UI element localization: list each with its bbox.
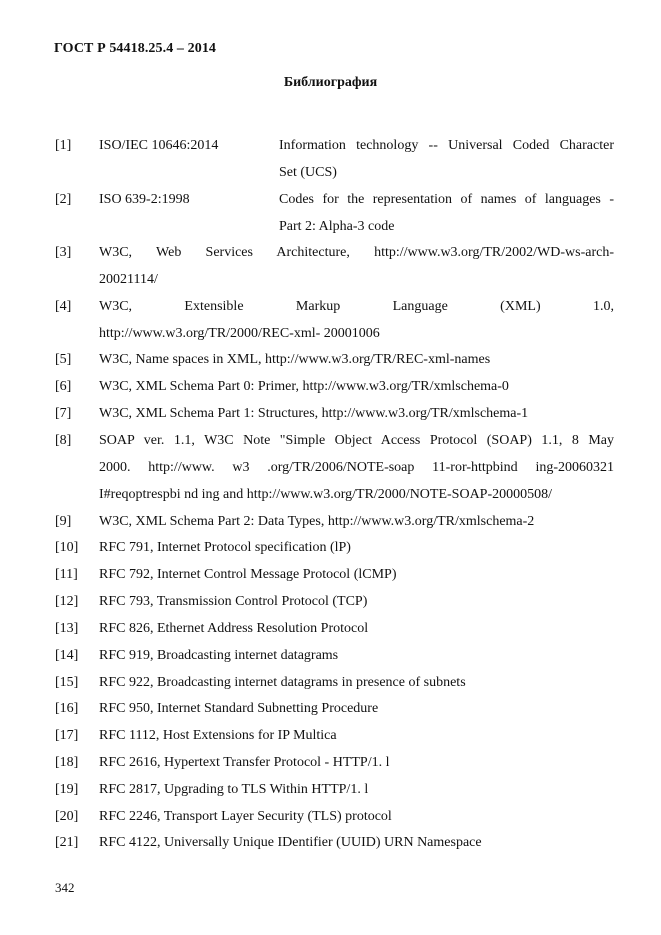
entry-text: RFC 792, Internet Control Message Protocol (lCMP) bbox=[99, 567, 397, 582]
entry-text: RFC 826, Ethernet Address Resolution Protocol bbox=[99, 621, 369, 636]
page-title: Библиография bbox=[283, 75, 378, 90]
entry-number: [16] bbox=[55, 701, 79, 716]
entry-number: [7] bbox=[55, 406, 72, 421]
entry-text bbox=[99, 293, 614, 347]
entry-line: Codes for the representation of names of languages - bbox=[279, 192, 614, 207]
entry-code: ISO 639-2:1998 bbox=[99, 192, 190, 207]
entry-number: [19] bbox=[55, 782, 79, 797]
entry-number: [4] bbox=[55, 299, 72, 314]
entry-text: RFC 950, Internet Standard Subnetting Procedure bbox=[99, 701, 379, 716]
entry-line: SOAP ver. 1.1, W3C Note "Simple Object Access Protocol (SOAP) 1.1, 8 May bbox=[99, 433, 614, 448]
entry-text: RFC 922, Broadcasting internet datagrams in presence of subnets bbox=[99, 675, 466, 690]
entry-text: RFC 2616, Hypertext Transfer Protocol - HTTP/1. l bbox=[99, 755, 390, 770]
entry-description bbox=[279, 132, 614, 186]
entry-text: RFC 793, Transmission Control Protocol (TCP) bbox=[99, 594, 368, 609]
entry-line: W3C, Extensible Markup Language (XML) 1.0, bbox=[99, 299, 614, 314]
entry-number: [1] bbox=[55, 138, 72, 153]
entry-text: RFC 2817, Upgrading to TLS Within HTTP/1. l bbox=[99, 782, 369, 797]
entry-number: [21] bbox=[55, 835, 79, 850]
entry-number: [18] bbox=[55, 755, 79, 770]
entry-line: Set (UCS) bbox=[279, 165, 337, 180]
entry-number: [9] bbox=[55, 514, 72, 529]
entry-number: [12] bbox=[55, 594, 79, 609]
entry-number: [2] bbox=[55, 192, 72, 207]
entry-text: RFC 791, Internet Protocol specification (lP) bbox=[99, 540, 351, 555]
entry-number: [10] bbox=[55, 540, 79, 555]
entry-line: Information technology -- Universal Coded Character bbox=[279, 138, 614, 153]
entry-number: [14] bbox=[55, 648, 79, 663]
entry-text: RFC 2246, Transport Layer Security (TLS) protocol bbox=[99, 809, 392, 824]
entry-number: [15] bbox=[55, 675, 79, 690]
entry-text: W3C, XML Schema Part 0: Primer, http://www.w3.org/TR/xmlschema-0 bbox=[99, 379, 509, 394]
entry-line: 20021114/ bbox=[99, 272, 158, 287]
document-header: ГОСТ Р 54418.25.4 – 2014 bbox=[54, 41, 217, 56]
entry-number: [5] bbox=[55, 352, 72, 367]
entry-number: [20] bbox=[55, 809, 79, 824]
entry-number: [13] bbox=[55, 621, 79, 636]
entry-text: W3C, XML Schema Part 1: Structures, http://www.w3.org/TR/xmlschema-1 bbox=[99, 406, 529, 421]
entry-number: [11] bbox=[55, 567, 78, 582]
entry-line: http://www.w3.org/TR/2000/REC-xml- 20001006 bbox=[99, 326, 380, 341]
entry-text: RFC 1112, Host Extensions for IP Multica bbox=[99, 728, 337, 743]
entry-text: W3C, XML Schema Part 2: Data Types, http://www.w3.org/TR/xmlschema-2 bbox=[99, 514, 535, 529]
page-number: 342 bbox=[55, 880, 75, 895]
entry-number: [8] bbox=[55, 433, 72, 448]
entry-text bbox=[99, 239, 614, 293]
entry-description bbox=[279, 186, 614, 240]
entry-line: I#reqoptrespbi nd ing and http://www.w3.org/TR/2000/NOTE-SOAP-20000508/ bbox=[99, 487, 553, 502]
entry-line: 2000. http://www. w3 .org/TR/2006/NOTE-soap 11-ror-httpbind ing-20060321 bbox=[99, 460, 614, 475]
entry-text: RFC 919, Broadcasting internet datagrams bbox=[99, 648, 339, 663]
entry-line: Part 2: Alpha-3 code bbox=[279, 219, 395, 234]
entry-number: [3] bbox=[55, 245, 72, 260]
entry-code: ISO/IEC 10646:2014 bbox=[99, 138, 219, 153]
entry-number: [6] bbox=[55, 379, 72, 394]
entry-text bbox=[99, 427, 614, 508]
entry-number: [17] bbox=[55, 728, 79, 743]
entry-line: W3C, Web Services Architecture, http://www.w3.org/TR/2002/WD-ws-arch- bbox=[99, 245, 614, 260]
entry-text: W3C, Name spaces in XML, http://www.w3.org/TR/REC-xml-names bbox=[99, 352, 491, 367]
entry-text: RFC 4122, Universally Unique IDentifier (UUID) URN Namespace bbox=[99, 835, 482, 850]
